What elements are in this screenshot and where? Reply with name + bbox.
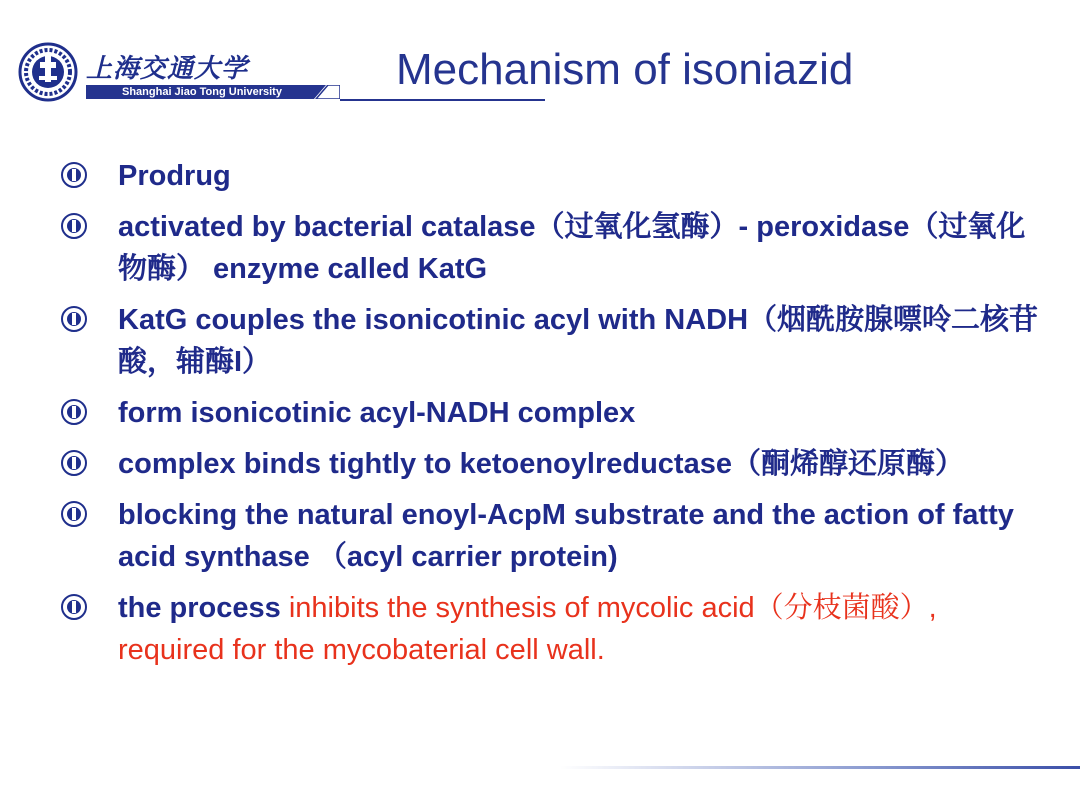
page-title: Mechanism of isoniazid [396,45,854,94]
bullet-text: activated by bacterial catalase（过氧化氢酶）- peroxidase（过氧化物酶） enzyme called KatG [118,211,1026,285]
bullet-item-activated [58,206,1048,290]
bullet-item-prodrug [58,155,1048,197]
emblem-bullet-icon [61,162,87,188]
bullet-item-complex-binds [58,443,1048,485]
bullet-item-blocking [58,494,1048,578]
emblem-bullet-icon [61,306,87,332]
university-emblem-icon [18,42,78,102]
bullet-text: Prodrug [118,160,231,192]
bullet-text [118,587,1048,671]
emblem-bullet-icon [61,594,87,620]
footer-divider [560,766,1080,769]
university-logo-english: Shanghai Jiao Tong University [122,86,282,98]
bullet-list [58,155,1048,680]
emblem-bullet-icon [61,213,87,239]
bullet-item-process [58,587,1048,671]
bullet-text: KatG couples the isonicotinic acyl with NADH（烟酰胺腺嘌呤二核苷酸，辅酶I） [118,304,1039,378]
bullet-text: complex binds tightly to ketoenoylreductase（酮烯醇还原酶） [118,448,964,480]
title-underline [340,99,545,101]
bullet-highlight-text: inhibits the synthesis of mycolic acid（分枝菌酸）, required for the mycobaterial cell wall. [118,592,937,666]
bullet-prefix: the process [118,592,281,624]
emblem-bullet-icon [61,501,87,527]
bullet-text: form isonicotinic acyl-NADH complex [118,397,636,429]
emblem-bullet-icon [61,399,87,425]
bullet-item-form-complex [58,392,1048,434]
bullet-text: blocking the natural enoyl-AcpM substrate and the action of fatty acid synthase （acyl carrier protein) [118,499,1014,573]
emblem-bullet-icon [61,450,87,476]
bullet-item-katg-couples [58,299,1048,383]
university-logo-chinese: 上海交通大学 [86,54,249,84]
